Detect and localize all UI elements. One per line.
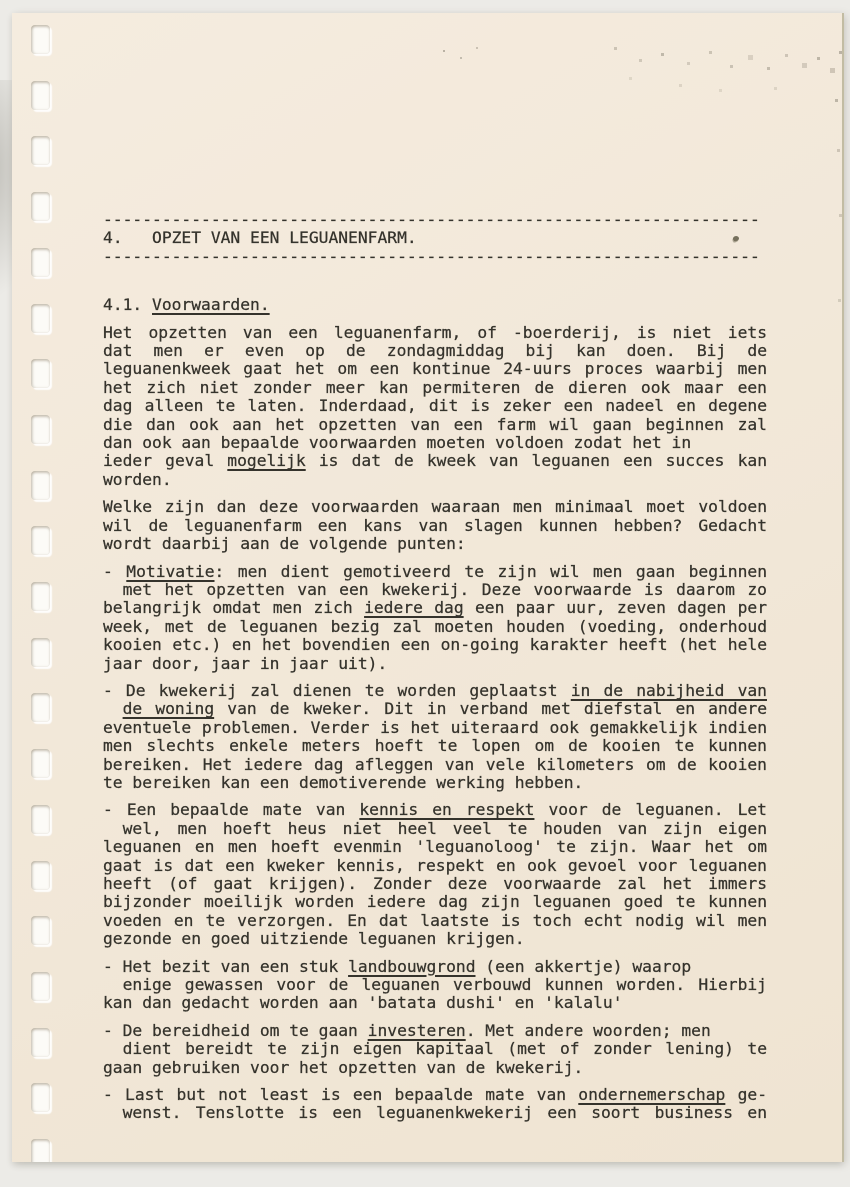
- text-segment: men slechts enkele meters hoeft te lopen om de kooien te kunnen: [103, 736, 767, 756]
- binding-hole: [31, 471, 50, 500]
- text-segment: week, met de leguanen bezig zal moeten houden (voeding, onderhoud: [103, 616, 767, 636]
- text-line: [103, 1040, 767, 1058]
- text-segment: met het opzetten van een kwekerij. Deze voorwaarde is daarom zo: [122, 579, 767, 599]
- bullet-ondernemerschap: [103, 1086, 767, 1123]
- text-segment: leguanen en men hoeft evenmin 'leguanoloog' te zijn. Waar het om: [103, 837, 767, 857]
- text-segment: wil de leguanenfarm een kans van slagen kunnen hebben? Gedacht: [103, 515, 767, 535]
- binding-hole: [31, 136, 50, 165]
- bullet-kennis-respekt: [103, 801, 767, 948]
- underlined-text: ondernemerschap: [578, 1085, 726, 1105]
- binding-hole: [31, 693, 50, 722]
- underlined-text: in de nabijheid van: [570, 680, 767, 700]
- text-segment: - Last but not least is een bepaalde mate van: [103, 1085, 579, 1105]
- text-segment: . Met andere woorden; men: [465, 1020, 711, 1040]
- text-line: [103, 930, 767, 948]
- text-line: [103, 774, 767, 792]
- text-line: [103, 397, 767, 415]
- binding-hole: [31, 192, 50, 221]
- underlined-text: Voorwaarden.: [152, 295, 270, 315]
- text-segment: bijzonder moeilijk worden iedere dag zijn leguanen goed te kunnen: [103, 892, 767, 912]
- text-segment: ge-: [725, 1085, 767, 1105]
- subsection-heading: [103, 296, 767, 314]
- text-segment: heeft (of gaat krijgen). Zonder deze voorwaarde zal het immers: [103, 874, 767, 893]
- text-segment: wordt daarbij aan de volgende punten:: [103, 534, 466, 554]
- text-segment: kooien etc.) en het bovendien een on-going karakter heeft (het hele: [103, 635, 767, 655]
- text-segment: leguanenkweek gaat het om een kontinue 24-uurs proces waarbij men: [103, 359, 767, 379]
- text-line: [103, 434, 767, 452]
- text-line: [103, 994, 767, 1012]
- text-segment: het zich niet zonder meer kan permiteren de dieren ook maar een: [103, 377, 767, 397]
- binding-hole: [31, 81, 50, 110]
- text-line: [103, 535, 767, 553]
- text-line: [103, 498, 767, 516]
- bullet-landbouwgrond: [103, 958, 767, 1013]
- text-segment: voor de leguanen. Let: [534, 800, 767, 820]
- binding-hole: [31, 526, 50, 555]
- text-line: [103, 857, 767, 875]
- dashed-rule: [103, 211, 767, 229]
- section-header-rule-top: [103, 211, 767, 229]
- text-segment: Het opzetten van een leguanenfarm, of -boerderij, is niet iets: [103, 322, 767, 342]
- text-segment: : men dient gemotiveerd te zijn wil men gaan beginnen: [214, 561, 768, 581]
- text-segment: die dan ook aan het opzetten van een farm wil gaan beginnen zal: [103, 414, 767, 434]
- text-line: [103, 655, 767, 673]
- text-line: [103, 581, 767, 599]
- binding-hole: [31, 1083, 50, 1112]
- binding-hole: [31, 248, 50, 277]
- text-line: [103, 618, 767, 636]
- text-line: [103, 324, 767, 342]
- text-segment: dan ook aan bepaalde voorwaarden moeten voldoen zodat het in: [103, 433, 692, 453]
- underlined-text: mogelijk: [227, 451, 306, 471]
- text-segment: dient bereidt te zijn eigen kapitaal (met of zonder lening) te: [122, 1039, 767, 1059]
- text-line: [103, 416, 767, 434]
- bullet-nabijheid: [103, 682, 767, 792]
- text-segment: 4.1.: [103, 295, 153, 315]
- underlined-text: investeren: [367, 1020, 466, 1040]
- text-line: [103, 958, 767, 976]
- text-segment: van de kweker. Dit in verband met diefstal en andere: [214, 699, 767, 719]
- text-segment: voeden en te verzorgen. En dat laatste is toch echt nodig wil men: [103, 910, 767, 930]
- text-segment: dag alleen te laten. Inderdaad, dit is zeker een nadeel en degene: [103, 396, 767, 416]
- underlined-text: landbouwgrond: [348, 956, 476, 976]
- text-segment: Welke zijn dan deze voorwaarden waaraan men minimaal moet voldoen: [103, 497, 767, 517]
- bullet-investeren: [103, 1022, 767, 1077]
- text-line: [103, 563, 767, 581]
- text-line: [103, 636, 767, 654]
- text-segment: jaar door, jaar in jaar uit).: [103, 653, 388, 673]
- document-page: [12, 13, 842, 1162]
- text-line: [103, 517, 767, 535]
- text-segment: een paar uur, zeven dagen per: [463, 598, 767, 618]
- text-segment: ieder geval: [103, 451, 228, 471]
- text-segment: te bereiken kan een demotiverende werking hebben.: [103, 772, 584, 792]
- text-segment: - Een bepaalde mate van: [103, 800, 360, 820]
- text-line: [103, 820, 767, 838]
- text-segment: -------------------------------------------------------------------: [103, 210, 760, 229]
- paragraph-question: [103, 498, 767, 553]
- text-line: [103, 737, 767, 755]
- binding-hole: [31, 861, 50, 890]
- text-line: [103, 471, 767, 489]
- text-segment: worden.: [103, 469, 172, 489]
- text-line: [103, 599, 767, 617]
- text-line: [103, 1059, 767, 1077]
- text-segment: - Het bezit van een stuk: [103, 956, 349, 976]
- text-line: [103, 801, 767, 819]
- text-segment: gaat is dat een kweker kennis, respekt en ook gevoel voor leguanen: [103, 855, 767, 875]
- underlined-text: Motivatie: [126, 561, 215, 581]
- text-line: [103, 719, 767, 737]
- text-line: [103, 976, 767, 994]
- section-title-line: [103, 229, 767, 247]
- text-segment: - De kwekerij zal dienen te worden geplaatst: [103, 680, 571, 700]
- text-line: [103, 682, 767, 700]
- binding-hole: [31, 304, 50, 333]
- text-segment: kan dan gedacht worden aan 'batata dushi' en 'kalalu': [103, 993, 623, 1013]
- binding-hole: [31, 25, 50, 54]
- text-segment: dat men er even op de zondagmiddag bij kan doen. Bij de: [103, 341, 767, 361]
- text-segment: wel, men hoeft heus niet heel veel te houden van zijn eigen: [122, 818, 767, 838]
- text-line: [103, 1022, 767, 1040]
- text-line: [103, 912, 767, 930]
- binding-hole: [31, 916, 50, 945]
- text-segment: (een akkertje) waarop: [475, 956, 692, 976]
- text-line: [103, 838, 767, 856]
- text-segment: - De bereidheid om te gaan: [103, 1020, 368, 1040]
- speckle-cluster: [600, 30, 601, 31]
- text-segment: gaan gebruiken voor het opzetten van de kwekerij.: [103, 1057, 584, 1077]
- bullet-motivatie: [103, 563, 767, 673]
- section-header-rule-bottom: [103, 248, 767, 266]
- text-segment: belangrijk omdat men zich: [103, 598, 365, 618]
- dust-dots: [443, 50, 445, 52]
- text-line: [103, 229, 767, 247]
- text-line: [103, 296, 767, 314]
- underlined-text: iedere dag: [364, 598, 464, 618]
- text-segment: -: [103, 561, 127, 581]
- text-line: [103, 756, 767, 774]
- dashed-rule: [103, 248, 767, 266]
- text-segment: wenst. Tenslotte is een leguanenkwekerij een soort business en: [122, 1103, 767, 1123]
- text-column: [103, 211, 767, 1123]
- text-line: [103, 342, 767, 360]
- binding-hole: [31, 805, 50, 834]
- text-segment: bereiken. Het iedere dag afleggen van vele kilometers om de kooien: [103, 754, 767, 774]
- text-line: [103, 1104, 767, 1122]
- text-line: [103, 893, 767, 911]
- underlined-text: de woning: [122, 699, 215, 719]
- text-line: [103, 700, 767, 718]
- text-line: [103, 452, 767, 470]
- text-line: [103, 379, 767, 397]
- text-segment: -------------------------------------------------------------------: [103, 246, 760, 266]
- underlined-text: kennis en respekt: [359, 800, 535, 820]
- binding-hole: [31, 1139, 50, 1162]
- binding-hole: [31, 749, 50, 778]
- text-line: [103, 875, 767, 893]
- text-segment: is dat de kweek van leguanen een succes kan: [305, 451, 767, 471]
- binding-hole: [31, 415, 50, 444]
- binding-hole: [31, 359, 50, 388]
- binding-hole: [31, 1028, 50, 1057]
- binding-hole: [31, 972, 50, 1001]
- text-line: [103, 1086, 767, 1104]
- text-line: [103, 360, 767, 378]
- binding-hole: [31, 638, 50, 667]
- text-segment: gezonde en goed uitziende leguanen krijgen.: [103, 929, 525, 949]
- text-segment: enige gewassen voor de leguanen verbouwd kunnen worden. Hierbij: [122, 975, 767, 995]
- text-segment: eventuele problemen. Verder is het uiteraard ook gemakkelijk indien: [103, 717, 767, 737]
- text-segment: 4. OPZET VAN EEN LEGUANENFARM.: [103, 228, 417, 248]
- binding-hole: [31, 582, 50, 611]
- paragraph-intro: [103, 324, 767, 490]
